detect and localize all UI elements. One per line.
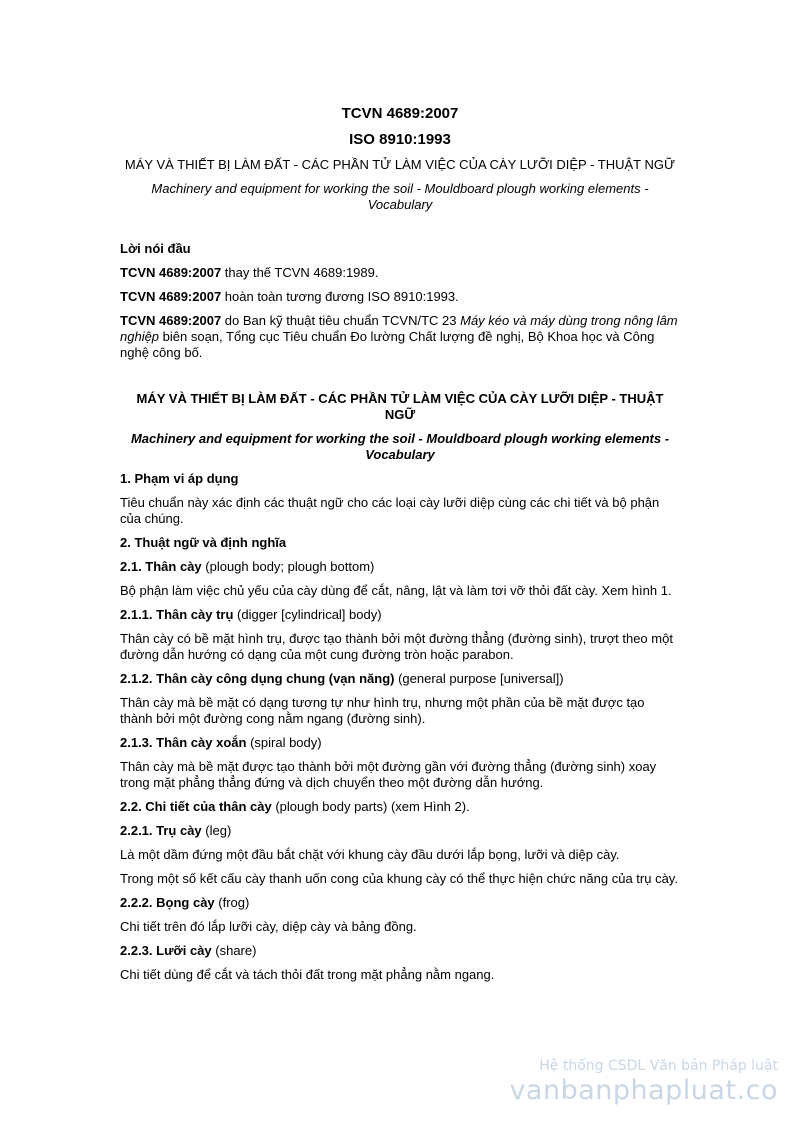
watermark-site: vanbanphapluat.co xyxy=(509,1075,778,1106)
term-english: (digger [cylindrical] body) xyxy=(233,607,382,622)
term-label: 2.2.3. Lưỡi cày xyxy=(120,943,212,958)
title-vietnamese: MÁY VÀ THIẾT BỊ LÀM ĐẤT - CÁC PHẦN TỬ LÀM VIỆC CỦA CÀY LƯỠI DIỆP - THUẬT NGỮ xyxy=(124,157,676,172)
term-label: 2.1.1. Thân cày trụ xyxy=(120,607,234,622)
foreword-code: TCVN 4689:2007 xyxy=(120,289,222,304)
foreword-paragraph-3 xyxy=(120,313,680,361)
foreword-code: TCVN 4689:2007 xyxy=(120,265,222,280)
term-english: (frog) xyxy=(214,895,250,910)
term-2-2-3-definition: Chi tiết dùng để cắt và tách thỏi đất trong mặt phẳng nằm ngang. xyxy=(120,967,495,982)
term-2-1-1-definition: Thân cày có bề mặt hình trụ, được tạo thành bởi một đường thẳng (đường sinh), trượt theo một đường dẫn hướng có dạng của một cung đường tròn hoặc parabon. xyxy=(120,631,673,662)
term-2-2-2 xyxy=(120,895,680,911)
term-label: 2.2. Chi tiết của thân cày xyxy=(120,799,272,814)
term-2-2-1 xyxy=(120,823,680,839)
term-english: (leg) xyxy=(201,823,232,838)
foreword-code: TCVN 4689:2007 xyxy=(120,313,222,328)
body-title-vietnamese: MÁY VÀ THIẾT BỊ LÀM ĐẤT - CÁC PHẦN TỬ LÀM VIỆC CỦA CÀY LƯỠI DIỆP - THUẬT NGỮ xyxy=(136,391,664,422)
title-english: Machinery and equipment for working the soil - Mouldboard plough working elements - Vocabulary xyxy=(151,181,649,212)
iso-code: ISO 8910:1993 xyxy=(349,131,451,148)
term-english: (general purpose [universal]) xyxy=(394,671,564,686)
term-2-1 xyxy=(120,559,680,575)
body-title-english: Machinery and equipment for working the soil - Mouldboard plough working elements - Vocabulary xyxy=(130,431,670,462)
term-english: (spiral body) xyxy=(246,735,322,750)
term-2-1-3-definition: Thân cày mà bề mặt được tạo thành bởi một đường gần với đường thẳng (đường sinh) xoay trong mặt phẳng thẳng đứng và dịch chuyển theo một đường dẫn hướng. xyxy=(120,759,657,790)
term-label: 2.2.2. Bọng cày xyxy=(120,895,215,910)
section-1-text: Tiêu chuẩn này xác định các thuật ngữ cho các loại cày lưỡi diệp cùng các chi tiết và bộ phận của chúng. xyxy=(120,495,660,526)
term-2-1-3 xyxy=(120,735,680,751)
term-label: 2.1.2. Thân cày công dụng chung (vạn năng) xyxy=(120,671,395,686)
term-label: 2.1.3. Thân cày xoắn xyxy=(120,735,247,750)
term-english: (share) xyxy=(211,943,257,958)
section-2-heading: 2. Thuật ngữ và định nghĩa xyxy=(120,535,287,550)
document-page xyxy=(120,0,680,983)
term-2-1-definition: Bộ phận làm việc chủ yếu của cày dùng để cắt, nâng, lật và làm tơi vỡ thỏi đất cày. Xem hình 1. xyxy=(120,583,672,598)
term-2-1-2 xyxy=(120,671,680,687)
committee-name: Máy kéo và máy dùng trong nông lâm nghiệp xyxy=(120,313,678,344)
term-2-2-2-definition: Chi tiết trên đó lắp lưỡi cày, diệp cày và bảng đồng. xyxy=(120,919,417,934)
term-english: (plough body; plough bottom) xyxy=(201,559,375,574)
foreword-text: thay thế TCVN 4689:1989. xyxy=(221,265,379,280)
watermark xyxy=(509,1057,778,1107)
foreword-text: biên soạn, Tổng cục Tiêu chuẩn Đo lường Chất lượng đề nghị, Bộ Khoa học và Công nghệ công bố. xyxy=(120,329,655,360)
term-2-2-3 xyxy=(120,943,680,959)
foreword-text: hoàn toàn tương đương ISO 8910:1993. xyxy=(221,289,459,304)
foreword-heading: Lời nói đầu xyxy=(120,241,191,256)
term-label: 2.1. Thân cày xyxy=(120,559,202,574)
foreword-text: do Ban kỹ thuật tiêu chuẩn TCVN/TC 23 xyxy=(221,313,461,328)
term-2-1-2-definition: Thân cày mà bề mặt có dạng tương tự như hình trụ, nhưng một phần của bề mặt được tạo thành bởi một đường cong nằm ngang (đường sinh). xyxy=(120,695,645,726)
term-2-2-1-definition: Là một dầm đứng một đầu bắt chặt với khung cày đầu dưới lắp bọng, lưỡi và diệp cày. xyxy=(120,847,620,862)
foreword-paragraph-2 xyxy=(120,289,680,305)
watermark-line-1: Hệ thống CSDL Văn bản Pháp luật xyxy=(539,1058,778,1074)
standard-code: TCVN 4689:2007 xyxy=(341,105,459,122)
section-1-heading: 1. Phạm vi áp dụng xyxy=(120,471,239,486)
term-2-2-1-note: Trong một số kết cấu cày thanh uốn cong của khung cày có thể thực hiện chức năng của trụ cày. xyxy=(120,871,678,886)
foreword-paragraph-1 xyxy=(120,265,680,281)
term-2-2 xyxy=(120,799,680,815)
term-english: (plough body parts) (xem Hình 2). xyxy=(271,799,470,814)
term-label: 2.2.1. Trụ cày xyxy=(120,823,202,838)
term-2-1-1 xyxy=(120,607,680,623)
